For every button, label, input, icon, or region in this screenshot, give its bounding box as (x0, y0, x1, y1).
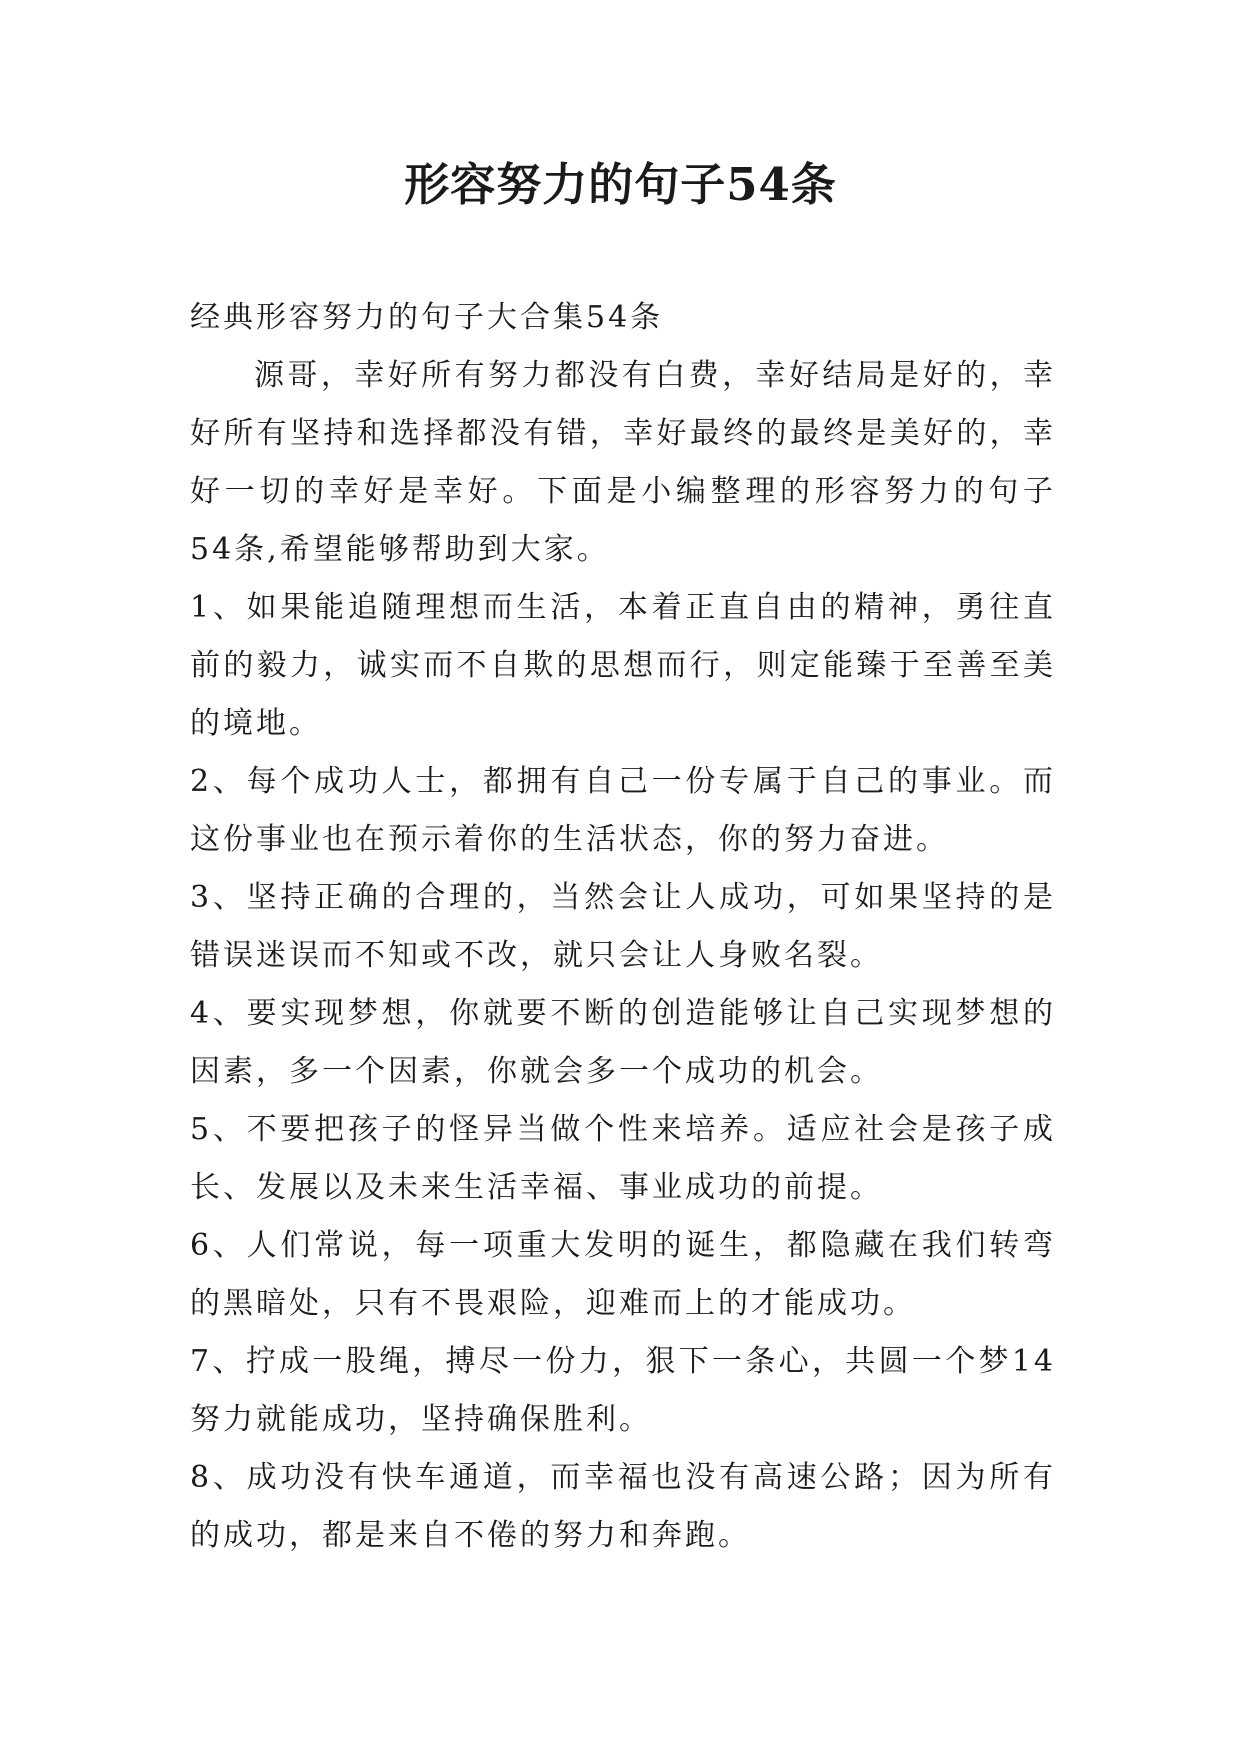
list-item: 1、如果能追随理想而生活，本着正直自由的精神，勇往直前的毅力，诚实而不自欺的思想而行，则定能臻于至善至美的境地。 (190, 590, 1056, 741)
document-title: 形容努力的句子54条 (404, 158, 837, 211)
list-item: 5、不要把孩子的怪异当做个性来培养。适应社会是孩子成长、发展以及未来生活幸福、事业成功的前提。 (190, 1112, 1056, 1205)
list-item: 3、坚持正确的合理的，当然会让人成功，可如果坚持的是错误迷误而不知或不改，就只会让人身败名裂。 (190, 880, 1056, 973)
document-subtitle: 经典形容努力的句子大合集54条 (190, 300, 664, 335)
intro-paragraph: 源哥，幸好所有努力都没有白费，幸好结局是好的，幸好所有坚持和选择都没有错，幸好最终的最终是美好的，幸好一切的幸好是幸好。下面是小编整理的形容努力的句子54条,希望能够帮助到大家。 (190, 358, 1056, 567)
list-item: 4、要实现梦想，你就要不断的创造能够让自己实现梦想的因素，多一个因素，你就会多一个成功的机会。 (190, 996, 1056, 1089)
list-item: 6、人们常说，每一项重大发明的诞生，都隐藏在我们转弯的黑暗处，只有不畏艰险，迎难而上的才能成功。 (190, 1228, 1056, 1321)
list-item: 2、每个成功人士，都拥有自己一份专属于自己的事业。而这份事业也在预示着你的生活状态，你的努力奋进。 (190, 764, 1056, 857)
list-item: 7、拧成一股绳，搏尽一份力，狠下一条心，共圆一个梦14努力就能成功，坚持确保胜利。 (190, 1344, 1056, 1437)
document-body (190, 289, 1056, 1565)
list-item: 8、成功没有快车通道，而幸福也没有高速公路；因为所有的成功，都是来自不倦的努力和奔跑。 (190, 1460, 1056, 1553)
